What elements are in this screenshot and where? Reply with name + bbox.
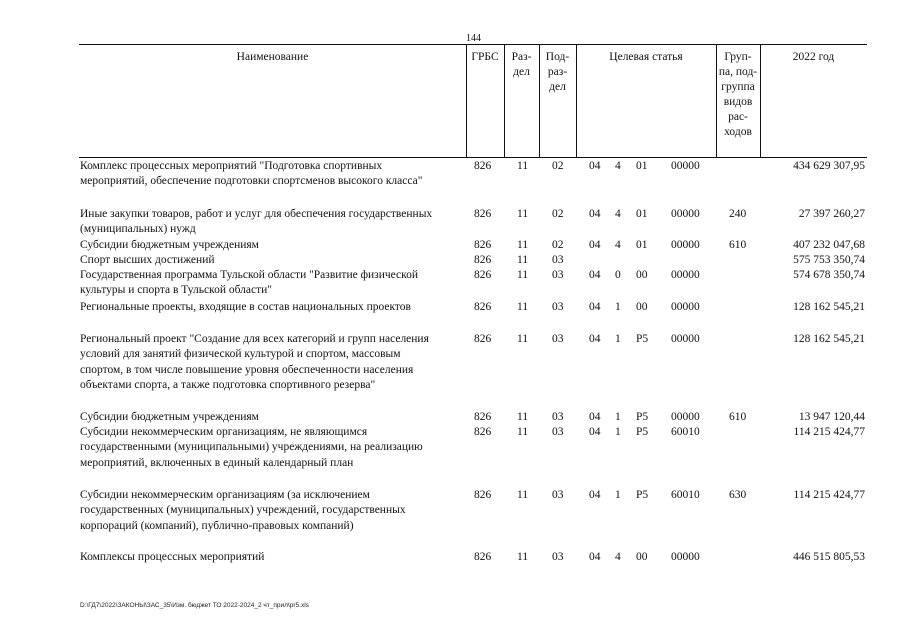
- row-target-type: 4: [615, 239, 621, 251]
- row-grbs: 826: [474, 489, 492, 501]
- row-target-program: 04: [589, 208, 601, 220]
- row-target-program: 04: [589, 333, 601, 345]
- row-grbs: 826: [474, 333, 492, 345]
- row-grbs: 826: [474, 411, 492, 423]
- row-grbs: 826: [474, 239, 492, 251]
- row-target-element: 01: [636, 239, 648, 251]
- row-podrazdel: 02: [552, 208, 564, 220]
- row-grbs: 826: [474, 426, 492, 438]
- row-name: Государственная программа Тульской области "Развитие физической культуры и спорта в Тульской области": [80, 269, 419, 297]
- row-target-type: 1: [615, 489, 621, 501]
- row-target-direction: 00000: [671, 411, 700, 423]
- row-target-program: 04: [589, 301, 601, 313]
- row-target-element: P5: [636, 489, 649, 501]
- row-amount: 446 515 805,53: [793, 551, 865, 563]
- row-target-type: 4: [615, 551, 621, 563]
- row-amount: 128 162 545,21: [793, 333, 865, 345]
- header-tselevaya-statya: Целевая статья: [609, 51, 683, 63]
- row-expense-type: 610: [729, 239, 747, 251]
- row-target-type: 4: [615, 160, 621, 172]
- row-amount: 128 162 545,21: [793, 301, 865, 313]
- row-amount: 27 397 260,27: [798, 208, 865, 220]
- row-name: Комплекс процессных мероприятий "Подготовка спортивных мероприятий, обеспечение подготовки спортсменов высокого класса": [80, 160, 423, 188]
- row-podrazdel: 03: [552, 269, 564, 281]
- row-name: Субсидии бюджетным учреждениям: [80, 411, 259, 423]
- row-target-program: 04: [589, 411, 601, 423]
- header-name: Наименование: [236, 51, 309, 63]
- row-podrazdel: 03: [552, 301, 564, 313]
- row-expense-type: 240: [729, 208, 747, 220]
- row-target-direction: 00000: [671, 333, 700, 345]
- row-target-direction: 00000: [671, 551, 700, 563]
- row-grbs: 826: [474, 160, 492, 172]
- row-target-element: 00: [636, 551, 648, 563]
- row-target-type: 1: [615, 333, 621, 345]
- header-year: 2022 год: [792, 51, 835, 63]
- row-amount: 575 753 350,74: [793, 254, 865, 266]
- row-amount: 434 629 307,95: [793, 160, 865, 172]
- row-target-program: 04: [589, 489, 601, 501]
- row-razdel: 11: [517, 254, 529, 266]
- page-number: 144: [466, 33, 481, 44]
- header-razdel: Раз- дел: [511, 51, 532, 78]
- row-razdel: 11: [517, 333, 529, 345]
- row-name: Субсидии некоммерческим организациям (за исключением государственных (муниципальных) учреждений, государственных корпораций (компаний), публично-правовых компаний): [80, 489, 406, 532]
- row-name: Субсидии некоммерческим организациям, не являющимся государственными (муниципальными) учреждениями, на реализацию мероприятий, включенных в единый календарный план: [80, 426, 423, 469]
- row-razdel: 11: [517, 489, 529, 501]
- row-target-element: 01: [636, 208, 648, 220]
- row-name: Иные закупки товаров, работ и услуг для обеспечения государственных (муниципальных) нужд: [80, 208, 433, 236]
- row-razdel: 11: [517, 269, 529, 281]
- row-razdel: 11: [517, 411, 529, 423]
- row-razdel: 11: [517, 160, 529, 172]
- row-target-element: 01: [636, 160, 648, 172]
- row-razdel: 11: [517, 301, 529, 313]
- row-name: Региональный проект "Создание для всех категорий и групп населения условий для занятий физической культурой и спортом, массовым спортом, в том числе повышение уровня обеспеченности населения объектами спорта, а также подготовка спортивного резерва": [80, 333, 429, 391]
- row-podrazdel: 03: [552, 254, 564, 266]
- row-amount: 407 232 047,68: [793, 239, 865, 251]
- row-target-direction: 00000: [671, 160, 700, 172]
- row-target-element: P5: [636, 426, 649, 438]
- row-podrazdel: 03: [552, 333, 564, 345]
- row-razdel: 11: [517, 551, 529, 563]
- row-target-type: 1: [615, 426, 621, 438]
- row-podrazdel: 03: [552, 426, 564, 438]
- row-target-direction: 00000: [671, 208, 700, 220]
- row-podrazdel: 03: [552, 551, 564, 563]
- row-target-program: 04: [589, 426, 601, 438]
- row-target-program: 04: [589, 239, 601, 251]
- row-podrazdel: 03: [552, 411, 564, 423]
- row-razdel: 11: [517, 426, 529, 438]
- row-target-element: 00: [636, 301, 648, 313]
- row-target-type: 0: [615, 269, 621, 281]
- row-expense-type: 630: [729, 489, 747, 501]
- header-grbs: ГРБС: [471, 51, 499, 63]
- row-target-direction: 60010: [671, 489, 700, 501]
- row-target-element: P5: [636, 411, 649, 423]
- row-podrazdel: 03: [552, 489, 564, 501]
- row-grbs: 826: [474, 208, 492, 220]
- row-target-direction: 00000: [671, 269, 700, 281]
- row-amount: 114 215 424,77: [793, 426, 865, 438]
- row-expense-type: 610: [729, 411, 747, 423]
- row-name: Субсидии бюджетным учреждениям: [80, 239, 259, 251]
- row-name: Комплексы процессных мероприятий: [80, 551, 265, 563]
- row-amount: 13 947 120,44: [798, 411, 865, 423]
- row-target-element: P5: [636, 333, 649, 345]
- row-podrazdel: 02: [552, 239, 564, 251]
- row-target-type: 1: [615, 301, 621, 313]
- row-grbs: 826: [474, 254, 492, 266]
- header-gruppa-vidov: Груп- па, под- группа видов рас- ходов: [718, 51, 758, 138]
- row-target-program: 04: [589, 269, 601, 281]
- row-grbs: 826: [474, 301, 492, 313]
- row-target-program: 04: [589, 160, 601, 172]
- row-amount: 114 215 424,77: [793, 489, 865, 501]
- footer-file-path: D:\ГД7\2022\ЗАКОНЫ\ЗАС_35\Изм. бюджет ТО 2022-2024_2 чт_прил\pr5.xls: [80, 602, 309, 609]
- row-target-program: 04: [589, 551, 601, 563]
- row-target-element: 00: [636, 269, 648, 281]
- row-podrazdel: 02: [552, 160, 564, 172]
- row-target-type: 1: [615, 411, 621, 423]
- row-razdel: 11: [517, 208, 529, 220]
- row-grbs: 826: [474, 269, 492, 281]
- row-target-direction: 00000: [671, 239, 700, 251]
- row-amount: 574 678 350,74: [793, 269, 865, 281]
- header-podrazdel: Под- раз- дел: [545, 51, 570, 93]
- row-razdel: 11: [517, 239, 529, 251]
- row-target-type: 4: [615, 208, 621, 220]
- row-target-direction: 60010: [671, 426, 700, 438]
- row-name: Региональные проекты, входящие в состав национальных проектов: [80, 301, 411, 313]
- row-grbs: 826: [474, 551, 492, 563]
- row-target-direction: 00000: [671, 301, 700, 313]
- row-name: Спорт высших достижений: [80, 254, 215, 266]
